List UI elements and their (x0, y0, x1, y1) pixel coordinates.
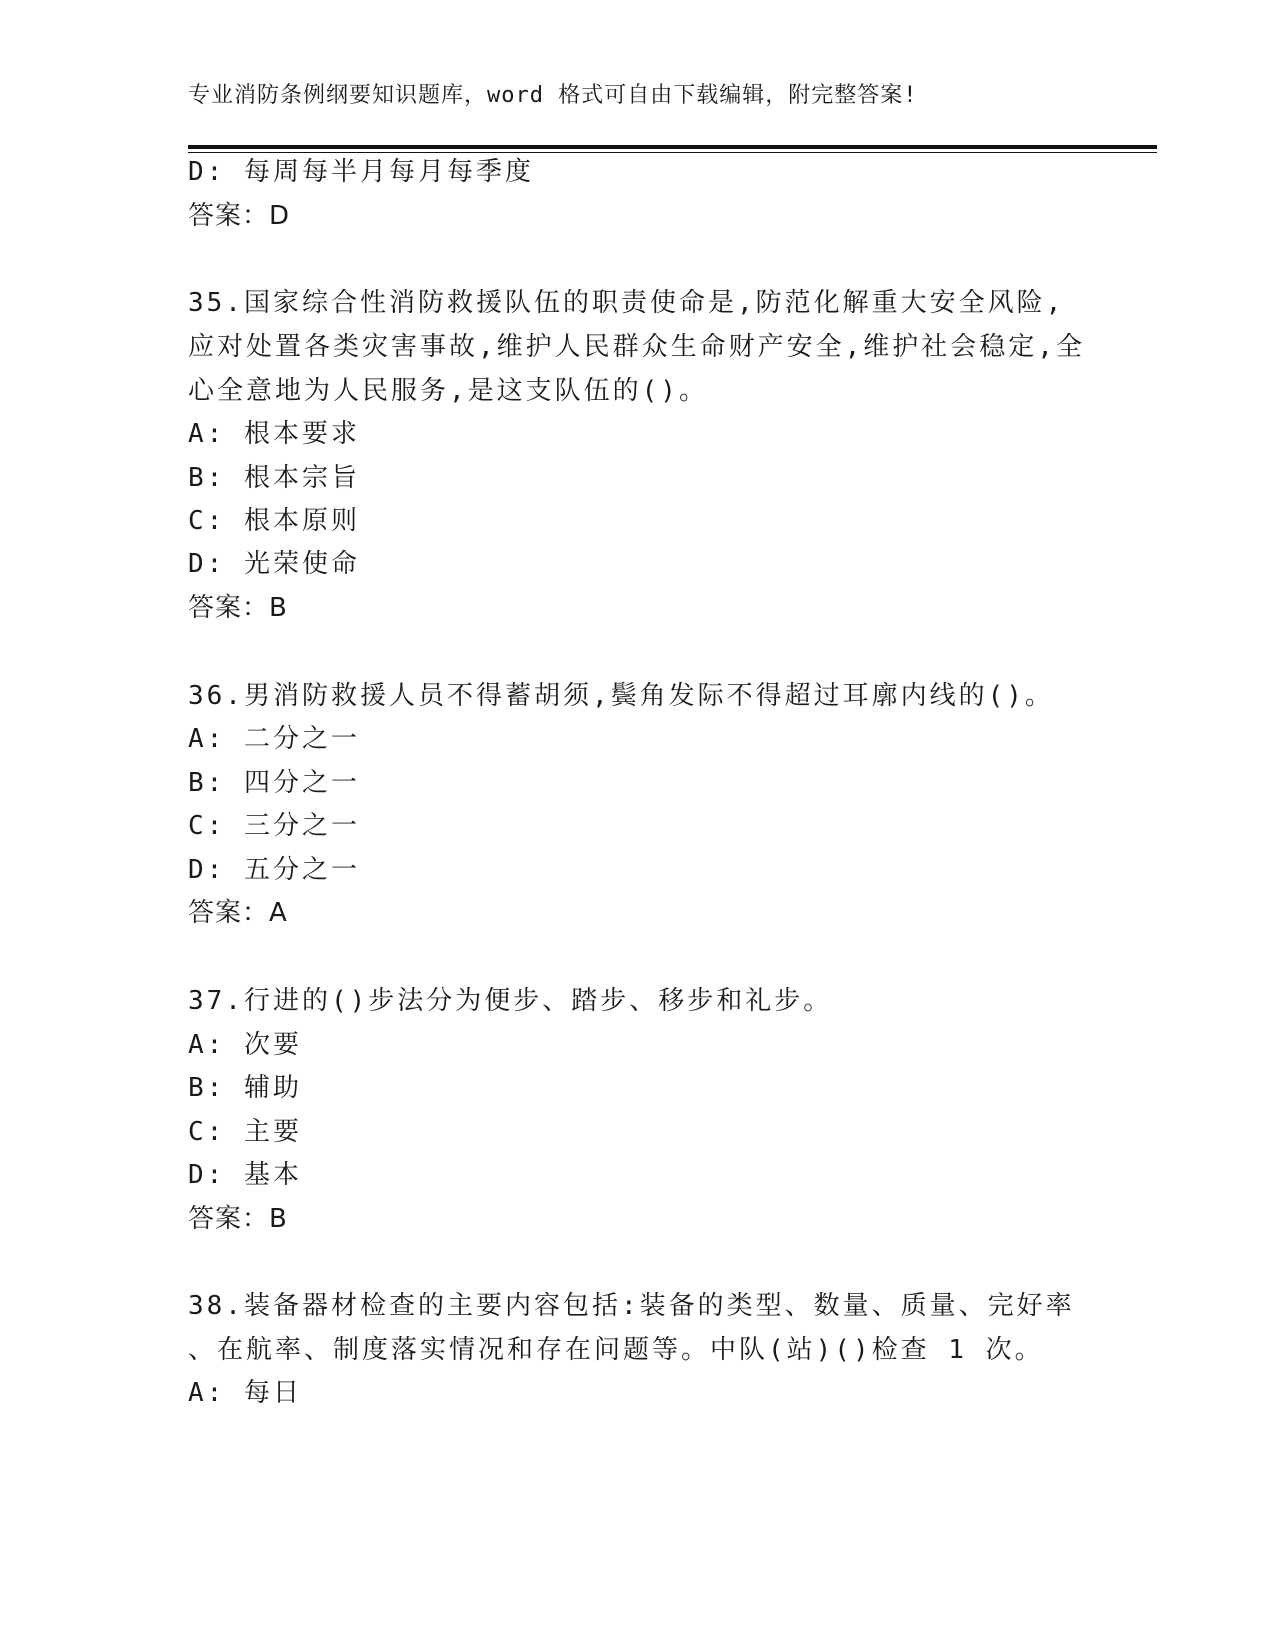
header-rule-thin (188, 152, 1157, 153)
q37-line-1: 37.行进的()步法分为便步、踏步、移步和礼步。 (188, 986, 833, 1016)
answer-label: 答案： (188, 201, 270, 231)
prev-option-d: D: 每周每半月每月每季度 (188, 157, 534, 187)
q35-option-d: D: 光荣使命 (188, 549, 360, 579)
q36-answer (188, 897, 288, 929)
q37-answer (188, 1203, 288, 1235)
header-rule-thick (188, 145, 1157, 149)
q38-line-1: 38.装备器材检查的主要内容包括:装备的类型、数量、质量、完好率 (188, 1291, 1075, 1321)
page-header: 专业消防条例纲要知识题库，word 格式可自由下载编辑，附完整答案! (188, 83, 918, 108)
q37-option-c: C: 主要 (188, 1117, 302, 1147)
answer-label: 答案： (188, 898, 270, 928)
q35-line-2: 应对处置各类灾害事故,维护人民群众生命财产安全,维护社会稳定,全 (188, 332, 1085, 362)
answer-label: 答案： (188, 1204, 270, 1234)
q35-option-b: B: 根本宗旨 (188, 463, 360, 493)
q35-line-3: 心全意地为人民服务,是这支队伍的()。 (188, 376, 708, 406)
answer-value: D (269, 201, 291, 231)
answer-value: B (269, 1204, 288, 1234)
q37-option-b: B: 辅助 (188, 1073, 302, 1103)
q36-option-a: A: 二分之一 (188, 724, 360, 754)
q38-line-2: 、在航率、制度落实情况和存在问题等。中队(站)()检查 1 次。 (188, 1335, 1044, 1365)
prev-answer (188, 200, 290, 232)
q35-line-1: 35.国家综合性消防救援队伍的职责使命是,防范化解重大安全风险, (188, 288, 1065, 318)
q37-option-d: D: 基本 (188, 1160, 302, 1190)
q36-option-c: C: 三分之一 (188, 811, 360, 841)
q37-option-a: A: 次要 (188, 1030, 302, 1060)
q36-line-1: 36.男消防救援人员不得蓄胡须,鬓角发际不得超过耳廓内线的()。 (188, 681, 1054, 711)
q35-answer (188, 592, 288, 624)
answer-value: A (269, 898, 288, 928)
q36-option-b: B: 四分之一 (188, 768, 360, 798)
q36-option-d: D: 五分之一 (188, 855, 360, 885)
q38-option-a: A: 每日 (188, 1378, 302, 1408)
answer-label: 答案： (188, 593, 270, 623)
answer-value: B (269, 593, 288, 623)
q35-option-c: C: 根本原则 (188, 506, 360, 536)
q35-option-a: A: 根本要求 (188, 419, 360, 449)
